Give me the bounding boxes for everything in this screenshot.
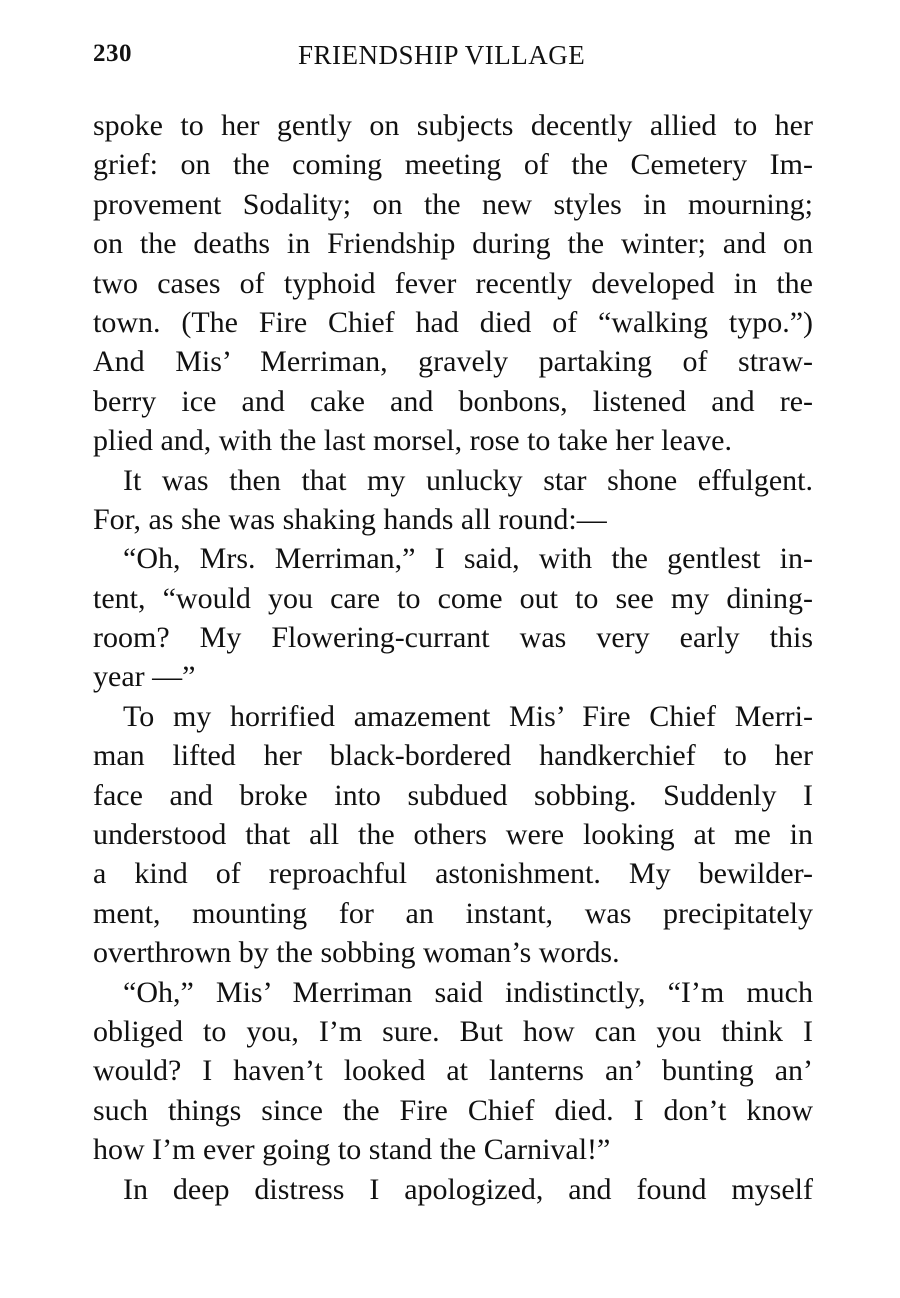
text-line: berry ice and cake and bonbons, listened and re- <box>93 384 813 418</box>
text-line: To my horrified amazement Mis’ Fire Chief Merri- <box>123 699 813 733</box>
text-line: tent, “would you care to come out to see my dining- <box>93 581 813 615</box>
text-line: on the deaths in Friendship during the winter; and on <box>93 227 813 261</box>
text-line: grief: on the coming meeting of the Cemetery Im- <box>93 148 813 182</box>
text-line: such things since the Fire Chief died. I don’t know <box>93 1093 813 1127</box>
text-line: how I’m ever going to stand the Carnival!” <box>93 1133 611 1167</box>
text-line: room? My Flowering-currant was very early this <box>93 621 813 655</box>
text-line: year —” <box>93 660 196 694</box>
text-line: a kind of reproachful astonishment. My bewilder- <box>93 857 813 891</box>
text-line: town. (The Fire Chief had died of “walking typo.”) <box>93 305 813 339</box>
text-line: provement Sodality; on the new styles in mourning; <box>93 187 813 221</box>
book-page <box>93 40 813 1209</box>
page-number: 230 <box>93 40 132 67</box>
running-header <box>93 40 813 80</box>
text-line: would? I haven’t looked at lanterns an’ bunting an’ <box>93 1054 813 1088</box>
text-line: face and broke into subdued sobbing. Suddenly I <box>93 778 813 812</box>
text-line: ment, mounting for an instant, was precipitately <box>93 896 813 930</box>
text-line: spoke to her gently on subjects decently allied to her <box>93 109 813 142</box>
text-line: plied and, with the last morsel, rose to take her leave. <box>93 424 732 458</box>
text-line: understood that all the others were looking at me in <box>93 818 813 852</box>
text-line: two cases of typhoid fever recently developed in the <box>93 266 813 300</box>
text-line: For, as she was shaking hands all round:— <box>93 502 607 536</box>
text-line: It was then that my unlucky star shone effulgent. <box>123 463 813 497</box>
text-line: In deep distress I apologized, and found myself <box>123 1172 813 1206</box>
text-line: “Oh, Mrs. Merriman,” I said, with the gentlest in- <box>123 542 813 576</box>
text-line: overthrown by the sobbing woman’s words. <box>93 936 620 970</box>
text-line: And Mis’ Merriman, gravely partaking of straw- <box>93 345 813 379</box>
running-title: FRIENDSHIP VILLAGE <box>298 40 586 70</box>
body-text <box>93 106 813 1209</box>
text-line: “Oh,” Mis’ Merriman said indistinctly, “I’m much <box>123 975 813 1009</box>
text-line: man lifted her black-bordered handkerchief to her <box>93 739 813 773</box>
text-line: obliged to you, I’m sure. But how can you think I <box>93 1014 813 1048</box>
